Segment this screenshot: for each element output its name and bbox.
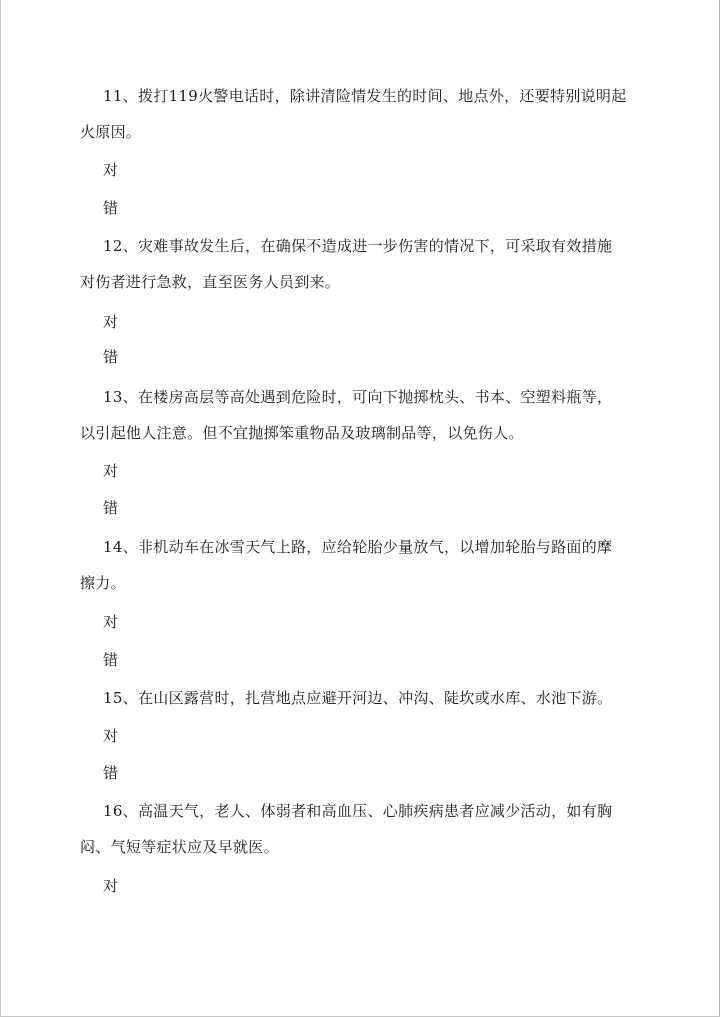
question-11 bbox=[80, 78, 638, 150]
option-true[interactable]: 对 bbox=[103, 161, 119, 179]
option-false[interactable]: 错 bbox=[103, 651, 119, 669]
question-text-line1: 15、在山区露营时，扎营地点应避开河边、冲沟、陡坎或水库、水池下游。 bbox=[103, 689, 613, 707]
option-false[interactable]: 错 bbox=[103, 348, 119, 366]
question-16 bbox=[80, 793, 638, 865]
question-15 bbox=[103, 680, 638, 716]
option-true[interactable]: 对 bbox=[103, 462, 119, 480]
option-true[interactable]: 对 bbox=[103, 727, 119, 745]
question-text-line1: 13、在楼房高层等高处遇到危险时，可向下抛掷枕头、书本、空塑料瓶等， bbox=[103, 388, 613, 406]
option-true[interactable]: 对 bbox=[103, 313, 119, 331]
question-text-line2: 闷、气短等症状应及早就医。 bbox=[80, 838, 279, 856]
question-12 bbox=[80, 228, 638, 300]
option-false[interactable]: 错 bbox=[103, 764, 119, 782]
option-true[interactable]: 对 bbox=[103, 877, 119, 895]
question-13 bbox=[80, 379, 638, 451]
question-14 bbox=[80, 529, 638, 601]
question-text-line1: 12、灾难事故发生后，在确保不造成进一步伤害的情况下，可采取有效措施 bbox=[103, 237, 613, 255]
question-text-line2: 对伤者进行急救，直至医务人员到来。 bbox=[80, 273, 341, 291]
question-text-line2: 以引起他人注意。但不宜抛掷笨重物品及玻璃制品等，以免伤人。 bbox=[80, 424, 524, 442]
question-text-line1: 11、拨打119火警电话时，除讲清险情发生的时间、地点外，还要特别说明起 bbox=[103, 87, 627, 105]
option-false[interactable]: 错 bbox=[103, 499, 119, 517]
question-text-line2: 擦力。 bbox=[80, 574, 126, 592]
question-text-line2: 火原因。 bbox=[80, 123, 142, 141]
option-false[interactable]: 错 bbox=[103, 199, 119, 217]
option-true[interactable]: 对 bbox=[103, 613, 119, 631]
question-text-line1: 14、非机动车在冰雪天气上路，应给轮胎少量放气，以增加轮胎与路面的摩 bbox=[103, 538, 613, 556]
question-text-line1: 16、高温天气，老人、体弱者和高血压、心肺疾病患者应减少活动，如有胸 bbox=[103, 802, 613, 820]
